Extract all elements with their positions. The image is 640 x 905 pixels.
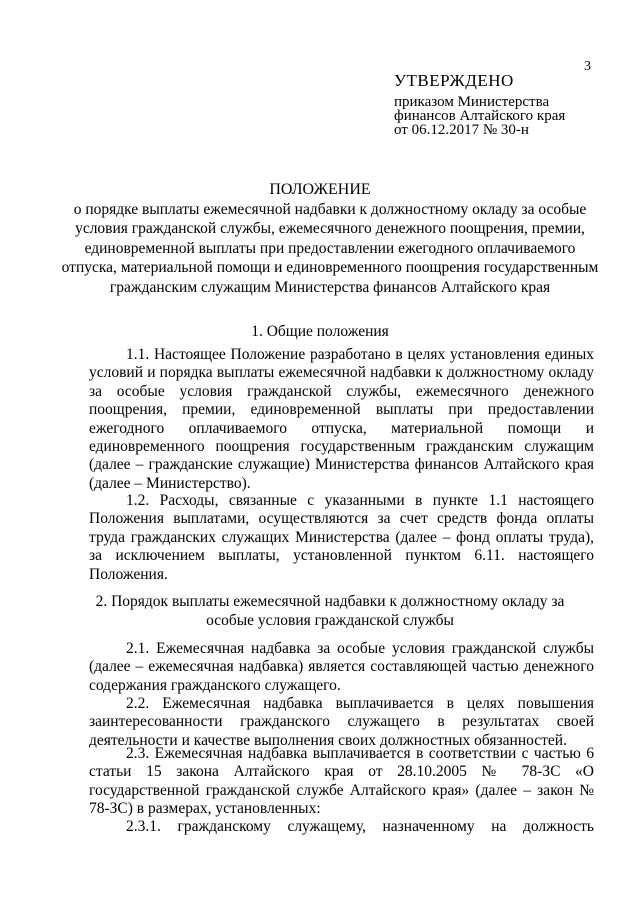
paragraph-1-1: 1.1. Настоящее Положение разработано в целях установления единых условий и порядка выплаты ежемесячной надбавки к должностному окладу за особые условия гражданской службы, ежемесячного денежного поощрения, премии, единовременной выплаты при предоставлении ежегодного оплачиваемого отпуска, материальной помощи и единовременного поощрения государственным гражданским служащим (далее – гражданские служащие) Министерства финансов Алтайского края (далее – Министерство). <box>89 346 594 492</box>
document-subtitle: о порядке выплаты ежемесячной надбавки к должностному окладу за особые условия гражданской службы, ежемесячного денежного поощрения, премии, единовременной выплаты при предоставлении ежегодного оплачиваемого отпуска, материальной помощи и единовременного поощрения государственным гражданским служащим Министерства финансов Алтайского края <box>61 201 599 296</box>
approval-line-2: финансов Алтайского края <box>394 108 566 124</box>
approval-stamp <box>394 71 624 137</box>
paragraph-2-3: 2.3. Ежемесячная надбавка выплачивается в соответствии с частью 6 статьи 15 закона Алтайского края от 28.10.2005 № 78-ЗС «О государственной гражданской службе Алтайского края» (далее – закон № 78-ЗС) в размерах, установленных: <box>89 745 594 818</box>
paragraph-2-2: 2.2. Ежемесячная надбавка выплачивается в целях повышения заинтересованности гражданского служащего в результатах своей деятельности и качестве выполнения своих должностных обязанностей. <box>89 695 594 749</box>
page-number: 3 <box>584 59 591 74</box>
paragraph-2-1: 2.1. Ежемесячная надбавка за особые условия гражданской службы (далее – ежемесячная надбавка) является составляющей частью денежного содержания гражданского служащего. <box>89 640 594 694</box>
section-1-heading: 1. Общие положения <box>251 323 389 340</box>
section-2-heading: 2. Порядок выплаты ежемесячной надбавки к должностному окладу за особые условия гражданской службы <box>95 593 565 629</box>
approval-line-3: от 06.12.2017 № 30-н <box>394 122 529 138</box>
paragraph-1-2: 1.2. Расходы, связанные с указанными в пункте 1.1 настоящего Положения выплатами, осуществляются за счет средств фонда оплаты труда гражданских служащих Министерства (далее – фонд оплаты труда), за исключением выплаты, установленной пунктом 6.11. настоящего Положения. <box>89 492 594 583</box>
document-title: ПОЛОЖЕНИЕ <box>269 181 371 198</box>
paragraph-2-3-1: 2.3.1. гражданскому служащему, назначенному на должность <box>126 818 594 835</box>
approval-heading: УТВЕРЖДЕНО <box>394 71 514 90</box>
approval-line-1: приказом Министерства <box>394 94 550 110</box>
